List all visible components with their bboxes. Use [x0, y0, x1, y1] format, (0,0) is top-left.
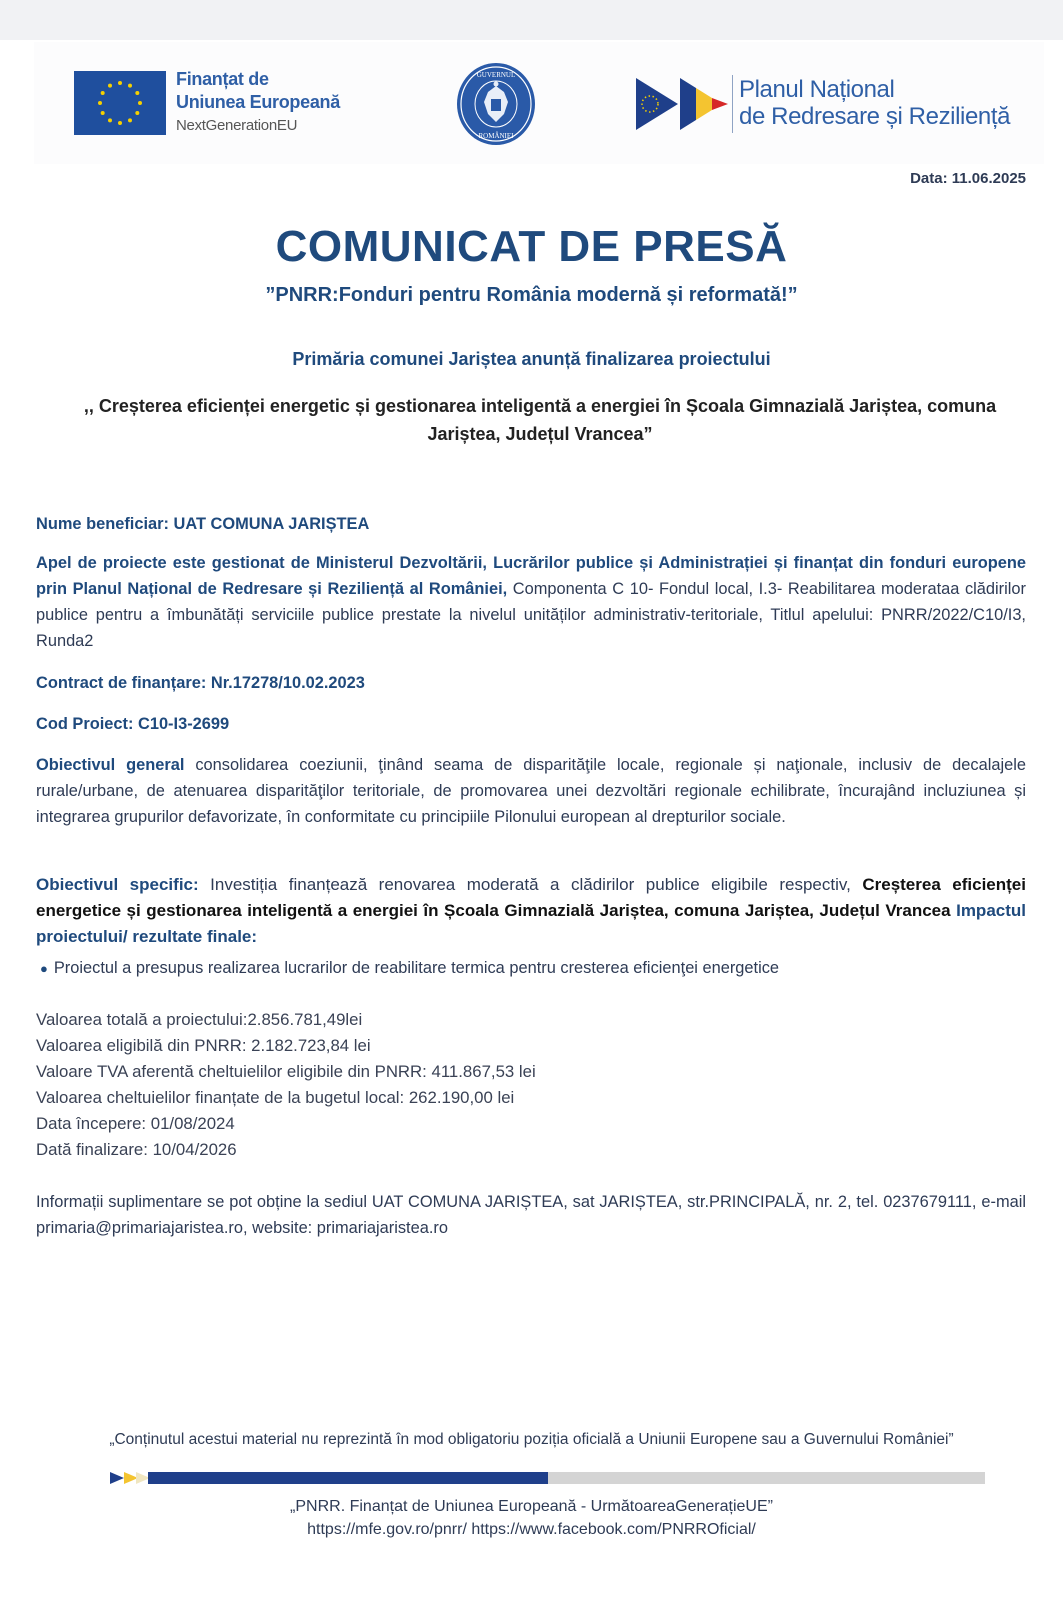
eu-star [108, 118, 112, 122]
eu-logo-line1: Finanțat de [176, 69, 269, 89]
pnrr-logo-text [739, 76, 1010, 130]
footer-links: https://mfe.gov.ro/pnrr/ https://www.facebook.com/PNRROficial/ [307, 1521, 756, 1538]
pnrr-arrows-icon [636, 78, 730, 130]
eu-star [101, 91, 105, 95]
call-bold-text: Apel de proiecte este gestionat de Ministerul Dezvoltării, Lucrărilor publice și Administrației și finanțat din fonduri europene prin Planul Național de Redresare și Reziliență al României, [36, 554, 1026, 598]
call-paragraph [36, 550, 1026, 654]
pnrr-logo-divider [732, 75, 733, 133]
beneficiary-text: Nume beneficiar: UAT COMUNA JARIȘTEA [36, 515, 370, 533]
guvernul-romaniei-seal-icon [456, 62, 536, 146]
seal-text-bottom: ROMÂNIEI [478, 132, 514, 140]
project-code-text: Cod Proiect: C10-I3-2699 [36, 715, 230, 733]
value-total: Valoarea totală a proiectului:2.856.781,49lei [36, 1010, 363, 1029]
eu-star [138, 101, 142, 105]
value-local-budget: Valoarea cheltuielilor finanțate de la bugetul local: 262.190,00 lei [36, 1088, 515, 1107]
specific-objective-paragraph [36, 872, 1026, 950]
contract-line [36, 670, 1026, 696]
eu-logo-line2: Uniunea Europeană [176, 92, 340, 112]
general-objective-text: consolidarea coeziunii, ţinând seama de disparităţile locale, regionale și naţionale, inclusiv de decalajele rurale/urbane, de atenuarea disparităţilor teritoriale, de promovarea unei dezvoltări regionale echilibrate, încurajând incluziunea și integrarea grupurilor defavorizate, în conformitate cu principiile Pilonului european al drepturilor sociale. [36, 756, 1026, 826]
eu-star [108, 84, 112, 88]
impact-bullet-text: Proiectul a presupus realizarea lucrarilor de reabilitare termica pentru cresterea eficienţei energetice [53, 959, 780, 977]
bullet-icon: ● [40, 961, 48, 976]
eu-star [98, 101, 102, 105]
eu-star [135, 111, 139, 115]
contract-text: Contract de finanțare: Nr.17278/10.02.2023 [36, 674, 365, 692]
disclaimer: „Conținutul acestui material nu reprezintă în mod obligatoriu poziția oficială a Uniunii Europene sau a Guvernului României” [109, 1431, 954, 1448]
project-code-line [36, 711, 1026, 737]
pnrr-logo-line2: de Redresare și Reziliență [739, 103, 1011, 130]
contact-info: Informații suplimentare se pot obține la sediul UAT COMUNA JARIȘTEA, sat JARIȘTEA, str.PRINCIPALĂ, nr. 2, tel. 0237679111, e-mail primaria@primariajaristea.ro, website: primariajaristea.ro [36, 1193, 1026, 1237]
specific-objective-label: Obiectivul specific: [36, 875, 199, 894]
top-gray-bar [0, 0, 1063, 40]
general-objective-label: Obiectivul general [36, 756, 185, 774]
footer-progress-bar [110, 1471, 985, 1485]
announcement-heading: Primăria comunei Jariștea anunță finalizarea proiectului [292, 349, 771, 369]
value-vat: Valoare TVA aferentă cheltuielilor eligibile din PNRR: 411.867,53 lei [36, 1062, 536, 1081]
footer-tagline: „PNRR. Finanțat de Uniunea Europeană - UrmătoareaGenerațieUE” [290, 1498, 773, 1515]
start-date: Data începere: 01/08/2024 [36, 1114, 235, 1133]
impact-bullet-item [40, 956, 779, 981]
call-rest-text: Componenta C 10- Fondul local, I.3- Reabilitarea moderataa clădirilor publice pentru a îmbunătăți serviciile publice prestate la nivelul unităților administrativ-teritoriale, Titlul apelului: PNRR/2022/C10/I3, Runda2 [36, 580, 1026, 650]
impact-label: Impactul proiectului/ rezultate finale: [36, 901, 1026, 946]
pnrr-logo-line1: Planul Național [739, 76, 895, 103]
eu-star [118, 121, 122, 125]
specific-objective-text: Investiția finanțează renovarea moderată a clădirilor publice eligibile respectiv, [198, 875, 863, 894]
page-title: COMUNICAT DE PRESĂ [275, 222, 788, 271]
end-date: Dată finalizare: 10/04/2026 [36, 1140, 237, 1159]
eu-star [118, 81, 122, 85]
eu-flag-icon [74, 71, 166, 135]
specific-objective-bold: Creșterea eficienței energetice și gestionarea inteligentă a energiei în Școala Gimnazială Jariștea, comuna Jariștea, Județul Vrancea [36, 875, 1026, 920]
page-subtitle: ”PNRR:Fonduri pentru România modernă și reformată!” [265, 284, 798, 306]
value-eligible: Valoarea eligibilă din PNRR: 2.182.723,84 lei [36, 1036, 371, 1055]
project-values-list [36, 1007, 536, 1163]
eu-star [135, 91, 139, 95]
seal-text-top: GUVERNUL [476, 71, 516, 79]
eu-logo-line3: NextGenerationEU [176, 117, 298, 134]
eu-star [128, 118, 132, 122]
beneficiary-line [36, 511, 1026, 537]
document-date: Data: 11.06.2025 [910, 170, 1026, 187]
pnrr-small-arrows-icon [110, 1471, 160, 1485]
general-objective-paragraph [36, 752, 1026, 830]
eu-funding-logo-text [176, 68, 340, 137]
eu-star [101, 111, 105, 115]
bar-fill [110, 1472, 548, 1484]
project-title: ,, Creșterea eficienței energetic și gestionarea inteligentă a energiei în Școala Gimnazială Jariștea, comuna Jariștea, Județul Vrancea” [83, 396, 997, 444]
eu-star [128, 84, 132, 88]
